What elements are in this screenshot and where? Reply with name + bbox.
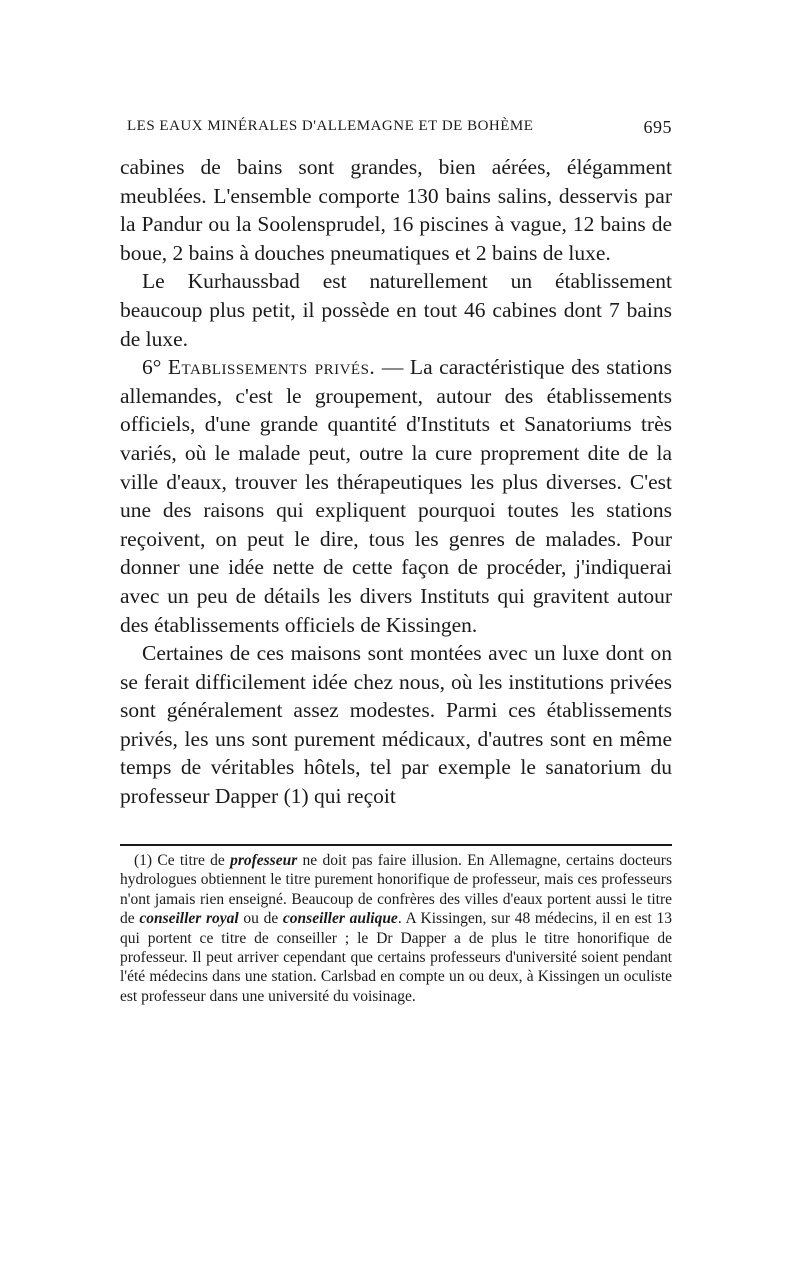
- footnote-term-conseiller-aulique: conseiller aulique: [282, 910, 398, 928]
- section-number: 6°: [142, 355, 162, 380]
- running-head: [120, 118, 672, 140]
- page-number: 695: [643, 117, 672, 137]
- footnote-part-3: ou de: [238, 910, 283, 928]
- paragraph-continuation: cabines de bains sont grandes, bien aérées, élégamment meublées. L'ensemble comporte 130 bains salins, desservis par la Pandur ou la Soolensprudel, 16 piscines à vague, 12 bains de boue, 2 bains à douches pneumatiques et 2 bains de luxe.: [120, 155, 672, 265]
- book-page: [120, 0, 672, 1262]
- paragraph-luxury-houses: Certaines de ces maisons sont montées avec un luxe dont on se ferait difficilement idée chez nous, où les institutions privées sont généralement assez modestes. Parmi ces établissements privés, les uns sont purement médicaux, d'autres sont en même temps de véritables hôtels, tel par exemple le sanatorium du professeur Dapper (1) qui reçoit: [120, 641, 672, 809]
- section-text: — La caractéristique des stations allemandes, c'est le groupement, autour des établissements officiels, d'une grande quantité d'Instituts et Sanatoriums très variés, où le malade peut, outre la cure proprement dite de la ville d'eaux, trouver les thérapeutiques les plus diverses. C'est une des raisons qui expliquent pourquoi toutes les stations reçoivent, on peut le dire, tous les genres de malades. Pour donner une idée nette de cette façon de procéder, j'indiquerai avec un peu de détails les divers Instituts qui gravitent autour des établissements officiels de Kissingen.: [120, 355, 672, 637]
- footnote-text: [120, 851, 672, 1006]
- paragraph-kurhaussbad: Le Kurhaussbad est naturellement un établissement beaucoup plus petit, il possède en tout 46 cabines dont 7 bains de luxe.: [120, 269, 672, 351]
- running-title: LES EAUX MINÉRALES D'ALLEMAGNE ET DE BOHÈME: [127, 118, 534, 134]
- paragraph-private-establishments: [120, 353, 672, 639]
- body-text: [120, 153, 672, 811]
- section-heading: Etablissements privés.: [167, 355, 376, 380]
- footnote-part-2: ne doit pas faire illusion. En Allemagne, certains docteurs hydrologues obtiennent le titre purement honorifique de professeur, mais ces professeurs n'ont jamais rien enseigné. Beaucoup de confrères des villes d'eaux portent aussi le titre de: [120, 852, 672, 928]
- footnote-part-1: (1) Ce titre de: [134, 852, 231, 869]
- footnote: [120, 851, 672, 1006]
- footnote-rule: [120, 844, 672, 846]
- footnote-term-conseiller-royal: conseiller royal: [139, 910, 239, 928]
- footnote-term-professeur: professeur: [230, 852, 298, 869]
- footnote-part-4: . A Kissingen, sur 48 médecins, il en est 13 qui portent ce titre de conseiller ; le Dr Dapper a de plus le titre honorifique de professeur. Il peut arriver cependant que certains professeurs d'université soient pendant l'été médecins dans une station. Carlsbad en compte un ou deux, à Kissingen un oculiste est professeur dans une université du voisinage.: [120, 910, 673, 1005]
